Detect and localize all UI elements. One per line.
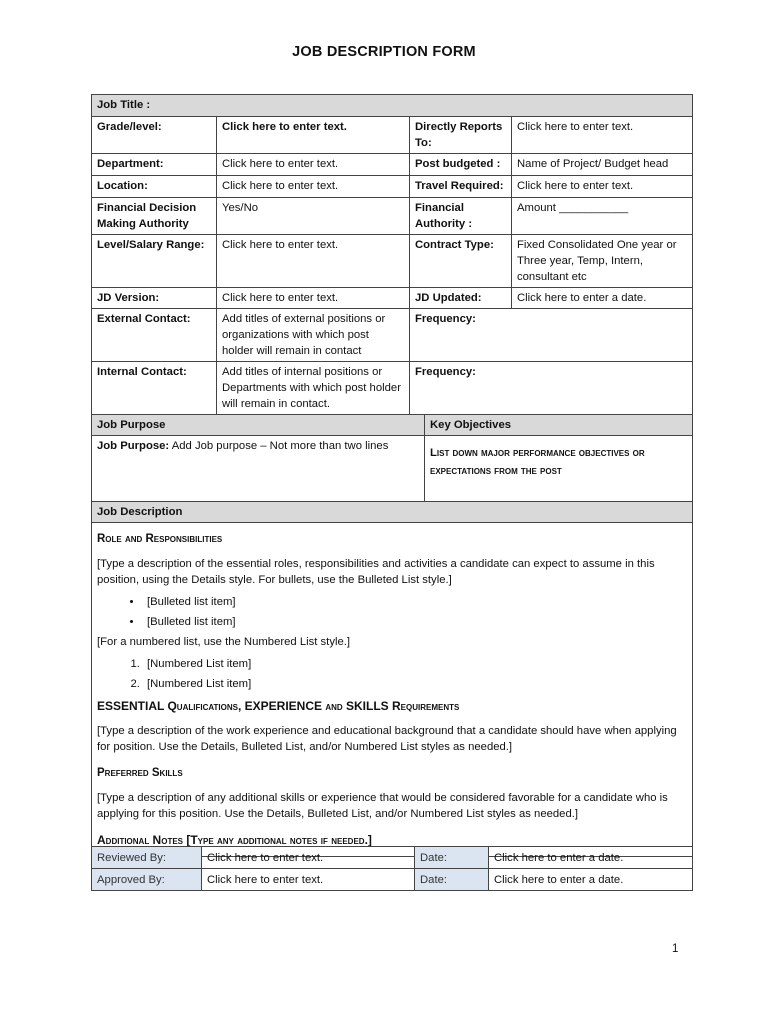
ext-contact-label: External Contact: (92, 309, 217, 362)
jd-updated-field[interactable]: Click here to enter a date. (512, 288, 693, 309)
location-field[interactable]: Click here to enter text. (217, 176, 410, 198)
grade-field[interactable]: Click here to enter text. (217, 117, 410, 154)
job-description-body[interactable] (92, 523, 693, 857)
salary-field[interactable]: Click here to enter text. (217, 235, 410, 288)
approved-by-label: Approved By: (92, 869, 202, 891)
approved-date-label: Date: (415, 869, 489, 891)
list-item: 1. [Numbered List item] (143, 656, 685, 672)
int-contact-field[interactable]: Add titles of internal positions or Departments with which post holder will remain in contact. (217, 362, 410, 415)
post-budgeted-field[interactable]: Name of Project/ Budget head (512, 154, 693, 176)
page-title: JOB DESCRIPTION FORM (292, 44, 476, 60)
job-purpose-text: Add Job purpose – Not more than two lines (169, 440, 389, 452)
department-field[interactable]: Click here to enter text. (217, 154, 410, 176)
list-item: • [Bulleted list item] (143, 594, 685, 610)
job-purpose-label: Job Purpose: (97, 440, 170, 452)
grade-label: Grade/level: (92, 117, 217, 154)
numbered-intro: [For a numbered list, use the Numbered List style.] (97, 636, 351, 648)
reports-field[interactable]: Click here to enter text. (512, 117, 693, 154)
contract-label: Contract Type: (410, 235, 512, 288)
reviewed-date-field[interactable]: Click here to enter a date. (489, 847, 693, 869)
bulleted-list (97, 594, 685, 630)
fin-authority-field[interactable]: Amount ___________ (512, 198, 693, 235)
contract-field[interactable]: Fixed Consolidated One year or Three year, Temp, Intern, consultant etc (512, 235, 693, 288)
list-item: • [Bulleted list item] (143, 614, 685, 630)
ext-contact-field[interactable]: Add titles of external positions or organizations with which post holder will remain in contact (217, 309, 410, 362)
jd-updated-label: JD Updated: (410, 288, 512, 309)
jd-version-field[interactable]: Click here to enter text. (217, 288, 410, 309)
approved-date-field[interactable]: Click here to enter a date. (489, 869, 693, 891)
frequency-1-label: Frequency: (410, 309, 693, 362)
essential-text: [Type a description of the work experience and educational background that a candidate should have when applying for position. Use the Details, Bulleted List, and/or Numbered List styles as needed.] (97, 725, 677, 753)
post-budgeted-label: Post budgeted : (410, 154, 512, 176)
key-objectives-header: Key Objectives (425, 415, 693, 436)
fin-decision-label: Financial Decision Making Authority (92, 198, 217, 235)
preferred-text: [Type a description of any additional skills or experience that would be considered favorable for a candidate who is applying for this position. Use the Details, Bulleted List, and/or Numbered List styles as needed.] (97, 792, 668, 820)
job-title-label: Job Title : (92, 95, 693, 117)
fin-decision-field[interactable]: Yes/No (217, 198, 410, 235)
reviewed-date-label: Date: (415, 847, 489, 869)
roles-heading: Role and Responsibilities (97, 533, 223, 545)
frequency-2-label: Frequency: (410, 362, 693, 415)
job-purpose-header: Job Purpose (92, 415, 425, 436)
page-number: 1 (672, 943, 679, 955)
approved-by-field[interactable]: Click here to enter text. (202, 869, 415, 891)
reviewed-by-label: Reviewed By: (92, 847, 202, 869)
job-purpose-cell[interactable] (92, 436, 425, 502)
location-label: Location: (92, 176, 217, 198)
key-objectives-text[interactable]: List down major performance objectives or expectations from the post (425, 436, 693, 502)
department-label: Department: (92, 154, 217, 176)
job-description-header: Job Description (92, 502, 693, 523)
preferred-heading: Preferred Skills (97, 767, 183, 779)
job-form-table (91, 94, 693, 857)
reviewed-by-field[interactable]: Click here to enter text. (202, 847, 415, 869)
notes-heading: Additional Notes [Type any additional notes if needed.] (97, 833, 372, 847)
jd-version-label: JD Version: (92, 288, 217, 309)
essential-heading: ESSENTIAL Qualifications, EXPERIENCE and SKILLS Requirements (97, 699, 460, 713)
travel-label: Travel Required: (410, 176, 512, 198)
int-contact-label: Internal Contact: (92, 362, 217, 415)
fin-authority-label: Financial Authority : (410, 198, 512, 235)
roles-text: [Type a description of the essential roles, responsibilities and activities a candidate can expect to assume in this position, using the Details style. For bullets, use the Bulleted List style.] (97, 558, 655, 586)
reports-label: Directly Reports To: (410, 117, 512, 154)
list-item: 2. [Numbered List item] (143, 676, 685, 692)
travel-field[interactable]: Click here to enter text. (512, 176, 693, 198)
numbered-list (97, 656, 685, 692)
salary-label: Level/Salary Range: (92, 235, 217, 288)
signoff-table (91, 846, 693, 891)
